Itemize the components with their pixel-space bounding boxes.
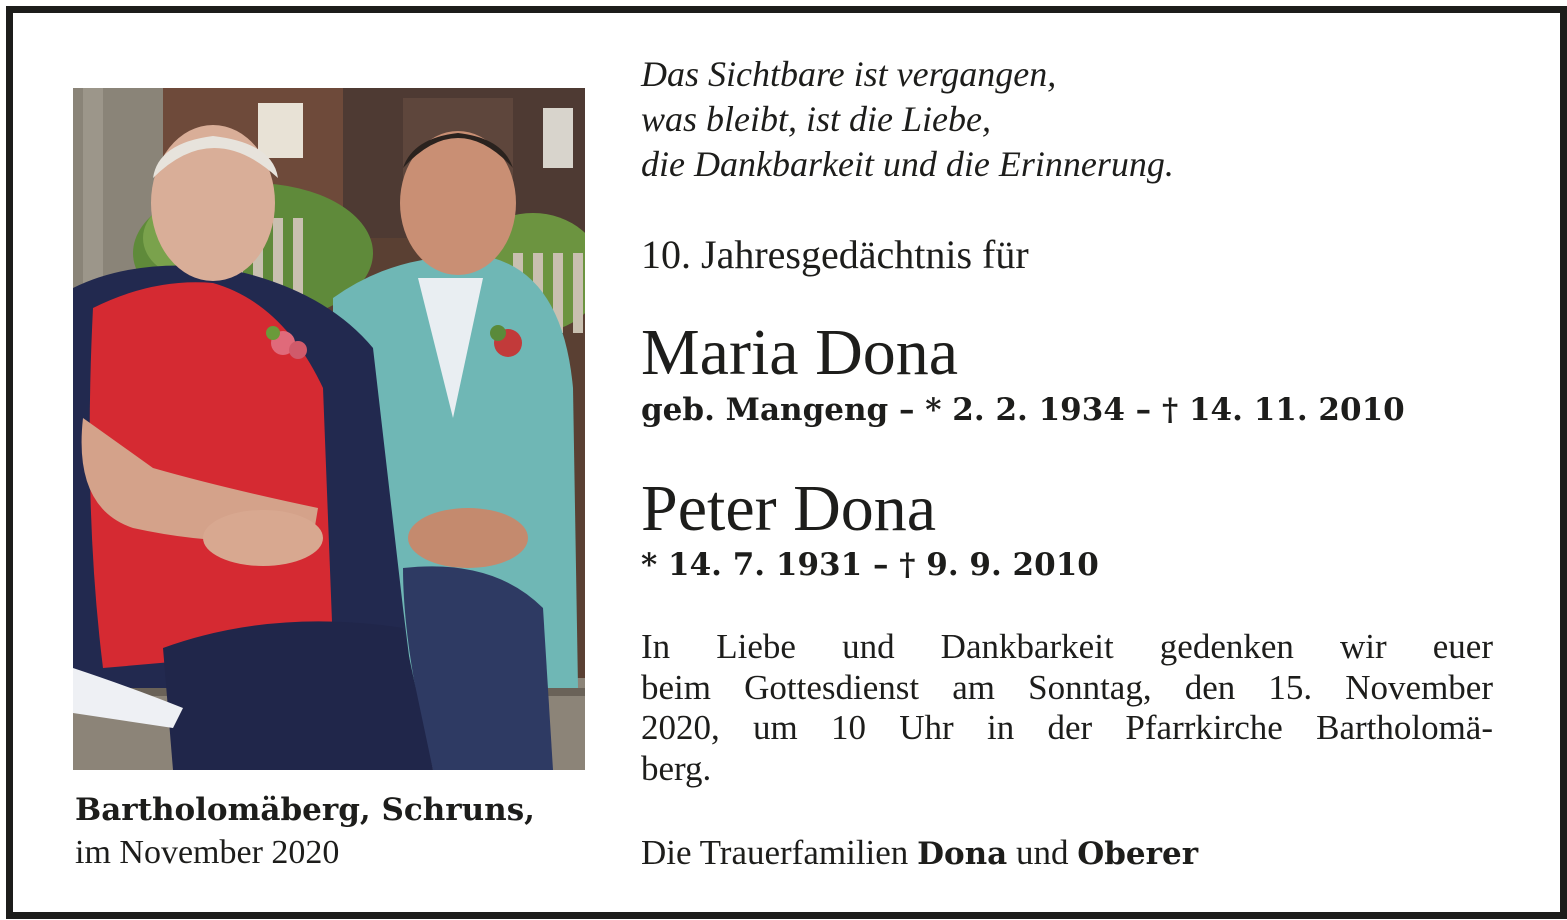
signature [641, 833, 1198, 873]
person-name-maria: Maria Dona [641, 316, 959, 389]
body-line: In Liebe und Dankbarkeit gedenken wir euer [641, 627, 1493, 666]
person-name-peter: Peter Dona [641, 472, 937, 545]
photo-caption-place: Bartholomäberg, Schruns, [75, 792, 535, 828]
quote-line: Das Sichtbare ist vergangen, [641, 54, 1057, 94]
anniversary-heading: 10. Jahresgedächtnis für [641, 232, 1029, 277]
signature-family-1: Dona [917, 836, 1008, 872]
body-line: beim Gottesdienst am Sonntag, den 15. November [641, 667, 1493, 707]
memorial-body-text [641, 627, 1493, 789]
quote-line: was bleibt, ist die Liebe, [641, 99, 991, 139]
signature-family-2: Oberer [1077, 836, 1199, 872]
couple-photo [73, 88, 585, 770]
quote-line: die Dankbarkeit und die Erinnerung. [641, 144, 1174, 184]
person-dates-maria: geb. Mangeng – * 2. 2. 1934 – † 14. 11. 2010 [641, 392, 1405, 428]
signature-connector: und [1016, 833, 1069, 872]
photo-caption-date: im November 2020 [75, 834, 340, 871]
body-line: berg. [641, 748, 712, 788]
body-line: 2020, um 10 Uhr in der Pfarrkirche Bartholomä- [641, 708, 1493, 747]
person-dates-peter: * 14. 7. 1931 – † 9. 9. 2010 [641, 547, 1099, 583]
memorial-quote [641, 52, 1174, 187]
signature-prefix: Die Trauerfamilien [641, 833, 909, 872]
